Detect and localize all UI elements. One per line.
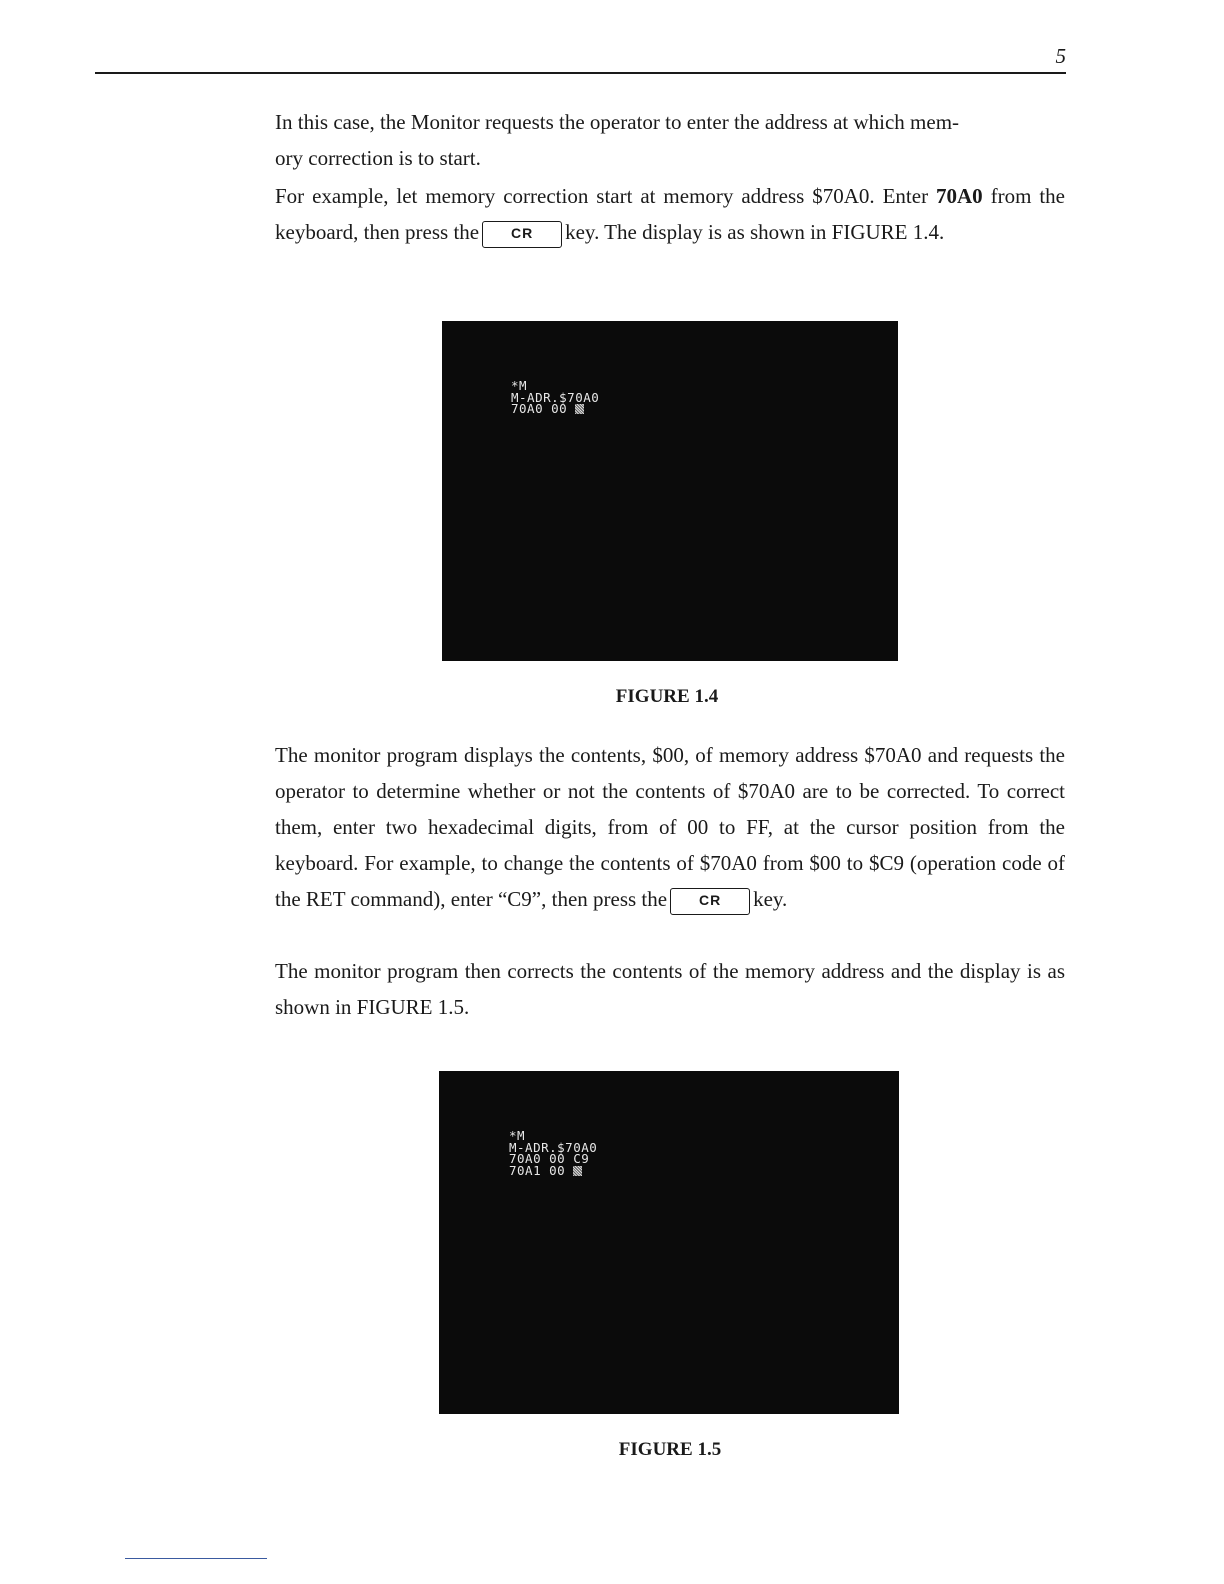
figure-1-4-screen xyxy=(442,321,898,661)
screen-line: *M xyxy=(511,378,528,393)
screen-line: *M xyxy=(509,1128,526,1143)
figure-1-4-caption: FIGURE 1.4 xyxy=(615,686,719,707)
example-address-bold: 70A0 xyxy=(936,184,983,208)
footnote-rule xyxy=(125,1558,267,1559)
explanation-text-end: key. xyxy=(753,887,788,911)
figure-1-5-caption: FIGURE 1.5 xyxy=(618,1439,722,1460)
example-text-middle: from the keyboard, then press the xyxy=(275,184,1065,244)
cr-key-icon: CR xyxy=(482,221,562,248)
cursor-block-icon xyxy=(575,404,584,414)
paragraph-intro xyxy=(275,104,1065,176)
screen-line: 70A0 00 xyxy=(511,401,576,416)
figure-1-5-screen xyxy=(439,1071,899,1414)
screen-line: 70A0 00 C9 xyxy=(509,1151,590,1166)
figure-1-4-screen-text xyxy=(511,380,599,415)
screen-line: 70A1 00 xyxy=(509,1162,574,1178)
example-text-start: For example, let memory correction start at memory address $70A0. Enter xyxy=(275,184,936,208)
figure-1-5-screen-text xyxy=(509,1130,597,1176)
cursor-block-icon xyxy=(573,1166,582,1176)
cr-key-icon: CR xyxy=(670,888,750,915)
page-number: 5 xyxy=(1055,44,1066,68)
screen-line: M-ADR.$70A0 xyxy=(511,389,600,405)
result-text: The monitor program then corrects the contents of the memory address and the display is as shown in FIGURE 1.5. xyxy=(275,959,1065,1019)
screen-line: M-ADR.$70A0 xyxy=(509,1139,598,1155)
paragraph-intro-line-2: ory correction is to start. xyxy=(275,146,481,170)
example-text-end: key. The display is as shown in FIGURE 1.4. xyxy=(565,220,945,244)
paragraph-result xyxy=(275,953,1065,1025)
paragraph-intro-line-1: In this case, the Monitor requests the operator to enter the address at which mem- xyxy=(275,110,960,134)
paragraph-explanation xyxy=(275,737,1065,917)
header-rule xyxy=(95,72,1066,74)
paragraph-example xyxy=(275,178,1065,250)
explanation-text: The monitor program displays the contents, $00, of memory address $70A0 and requests the operator to determine whether or not the contents of $70A0 are to be corrected. To correct them, enter two hexadecimal digits, from of 00 to FF, at the cursor position from the keyboard. For example, to change the contents of $70A0 from $00 to $C9 (operation code of the RET command), enter “C9”, then press the xyxy=(275,743,1065,911)
